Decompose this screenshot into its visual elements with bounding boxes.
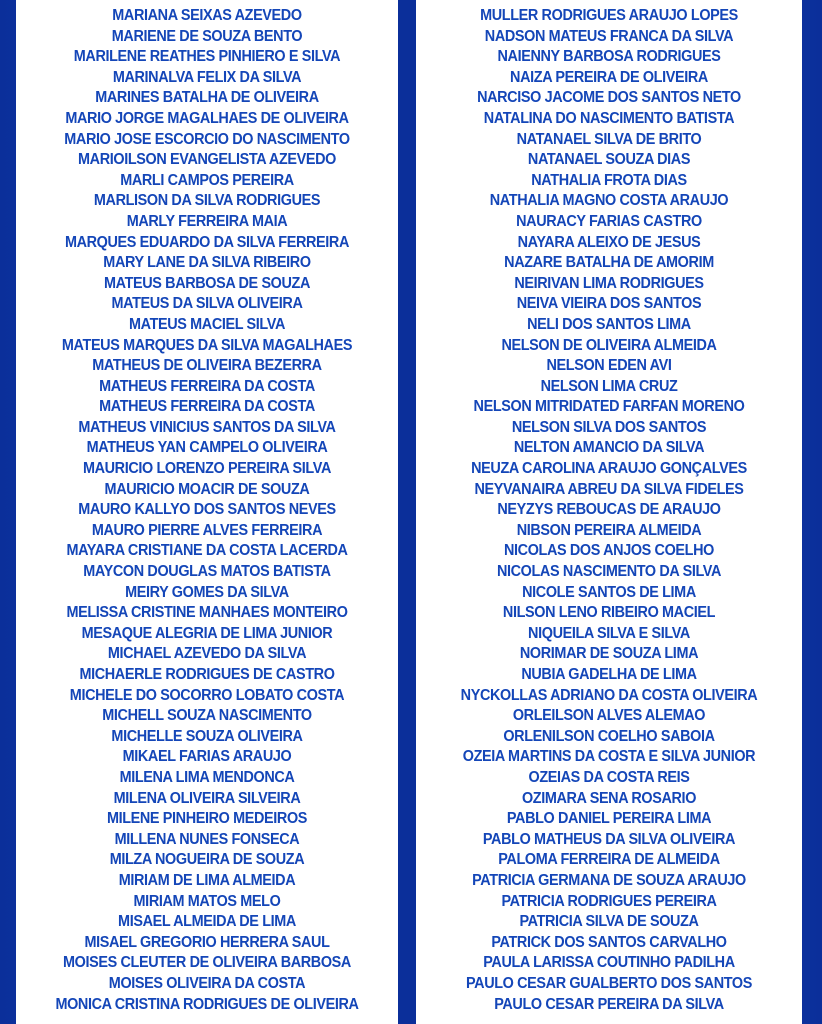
name-entry: NAYARA ALEIXO DE JESUS [517, 233, 701, 251]
name-entry: NEIRIVAN LIMA RODRIGUES [514, 274, 704, 292]
name-entry: NIQUEILA SILVA E SILVA [528, 624, 690, 642]
name-entry: MEIRY GOMES DA SILVA [125, 583, 289, 601]
name-entry: NEUZA CAROLINA ARAUJO GONÇALVES [471, 460, 747, 478]
name-entry: MILENE PINHEIRO MEDEIROS [106, 810, 308, 828]
name-entry: MOISES OLIVEIRA DA COSTA [108, 974, 306, 992]
name-entry: MARLY FERREIRA MAIA [126, 212, 288, 230]
name-entry: MICHELE DO SOCORRO LOBATO COSTA [69, 686, 345, 704]
name-entry: NATHALIA MAGNO COSTA ARAUJO [489, 192, 729, 210]
name-entry: NATANAEL SOUZA DIAS [527, 151, 691, 169]
name-entry: MATHEUS FERREIRA DA COSTA [99, 377, 315, 395]
name-entry: NELSON LIMA CRUZ [540, 377, 678, 395]
name-entry: OZEIAS DA COSTA REIS [528, 768, 690, 786]
name-entry: MATHEUS DE OLIVEIRA BEZERRA [92, 357, 322, 375]
name-entry: PALOMA FERREIRA DE ALMEIDA [498, 851, 720, 869]
name-entry: MILZA NOGUEIRA DE SOUZA [109, 851, 305, 869]
name-entry: NYCKOLLAS ADRIANO DA COSTA OLIVEIRA [460, 686, 758, 704]
name-entry: NELSON MITRIDATED FARFAN MORENO [473, 398, 745, 416]
name-entry: NAIENNY BARBOSA RODRIGUES [497, 48, 721, 66]
name-entry: NELTON AMANCIO DA SILVA [513, 439, 705, 457]
name-entry: MILENA LIMA MENDONCA [119, 768, 295, 786]
name-entry: MAURICIO MOACIR DE SOUZA [104, 480, 310, 498]
name-entry: MARIOILSON EVANGELISTA AZEVEDO [78, 151, 336, 169]
name-entry: MICHAERLE RODRIGUES DE CASTRO [79, 666, 335, 683]
name-entry: NARCISO JACOME DOS SANTOS NETO [477, 89, 741, 107]
name-entry: NATALINA DO NASCIMENTO BATISTA [483, 109, 735, 127]
name-entry: MARIO JORGE MAGALHAES DE OLIVEIRA [65, 109, 349, 127]
name-entry: MATEUS BARBOSA DE SOUZA [103, 274, 311, 292]
name-entry: PABLO DANIEL PEREIRA LIMA [506, 810, 712, 828]
name-entry: MICHELL SOUZA NASCIMENTO [102, 707, 312, 725]
name-entry: NEYVANAIRA ABREU DA SILVA FIDELES [474, 480, 744, 498]
name-entry: MARQUES EDUARDO DA SILVA FERREIRA [64, 233, 350, 251]
name-entry: NILSON LENO RIBEIRO MACIEL [502, 604, 716, 622]
name-entry: MARIANA SEIXAS AZEVEDO [112, 7, 302, 24]
name-entry: MATHEUS YAN CAMPELO OLIVEIRA [86, 439, 328, 457]
name-entry: MESAQUE ALEGRIA DE LIMA JUNIOR [81, 624, 333, 642]
name-entry: OZEIA MARTINS DA COSTA E SILVA JUNIOR [462, 748, 756, 766]
name-entry: MIRIAM DE LIMA ALMEIDA [118, 871, 296, 889]
name-entry: PAULA LARISSA COUTINHO PADILHA [483, 954, 735, 972]
name-entry: NICOLE SANTOS DE LIMA [522, 583, 696, 601]
name-entry: NICOLAS DOS ANJOS COELHO [503, 542, 714, 560]
name-entry: NICOLAS NASCIMENTO DA SILVA [496, 563, 722, 581]
name-entry: MARINALVA FELIX DA SILVA [112, 68, 302, 86]
name-entry: NAZARE BATALHA DE AMORIM [504, 254, 714, 272]
name-entry: MONICA CRISTINA RODRIGUES DE OLIVEIRA [55, 995, 359, 1013]
name-entry: MICHELLE SOUZA OLIVEIRA [111, 727, 303, 745]
name-entry: MAYARA CRISTIANE DA COSTA LACERDA [66, 542, 348, 560]
name-entry: NIBSON PEREIRA ALMEIDA [516, 521, 702, 539]
name-entry: NELI DOS SANTOS LIMA [527, 315, 691, 333]
name-entry: MIKAEL FARIAS ARAUJO [122, 748, 292, 766]
name-entry: PATRICIA RODRIGUES PEREIRA [501, 892, 717, 910]
name-entry: PATRICIA SILVA DE SOUZA [519, 913, 699, 931]
name-entry: NAURACY FARIAS CASTRO [516, 212, 702, 230]
name-entry: MILENA OLIVEIRA SILVEIRA [113, 789, 301, 807]
name-entry: MAYCON DOUGLAS MATOS BATISTA [83, 563, 331, 581]
name-entry: MULLER RODRIGUES ARAUJO LOPES [480, 7, 738, 24]
name-entry: MAURO KALLYO DOS SANTOS NEVES [78, 501, 336, 519]
column-divider [398, 0, 416, 1024]
name-entry: PABLO MATHEUS DA SILVA OLIVEIRA [482, 830, 736, 848]
name-entry: NELSON SILVA DOS SANTOS [511, 418, 707, 436]
name-entry: MILLENA NUNES FONSECA [114, 830, 300, 848]
name-entry: MATEUS DA SILVA OLIVEIRA [111, 295, 303, 313]
name-entry: MARIO JOSE ESCORCIO DO NASCIMENTO [64, 130, 350, 148]
name-entry: MATHEUS VINICIUS SANTOS DA SILVA [78, 418, 336, 436]
name-entry: MELISSA CRISTINE MANHAES MONTEIRO [66, 604, 348, 622]
left-name-panel [16, 0, 398, 1024]
left-name-list [16, 6, 398, 1015]
name-entry: MISAEL GREGORIO HERRERA SAUL [84, 933, 330, 951]
name-entry: MARINES BATALHA DE OLIVEIRA [95, 89, 319, 107]
name-entry: MARIENE DE SOUZA BENTO [111, 27, 303, 45]
name-entry: PAULO CESAR PEREIRA DA SILVA [494, 995, 724, 1013]
name-entry: MIRIAM MATOS MELO [133, 892, 281, 910]
name-entry: PATRICK DOS SANTOS CARVALHO [491, 933, 727, 951]
name-entry: MICHAEL AZEVEDO DA SILVA [107, 645, 307, 663]
name-entry: NUBIA GADELHA DE LIMA [521, 666, 697, 683]
name-entry: MATEUS MARQUES DA SILVA MAGALHAES [61, 336, 353, 354]
name-entry: NEYZYS REBOUCAS DE ARAUJO [497, 501, 721, 519]
name-entry: NORIMAR DE SOUZA LIMA [519, 645, 699, 663]
name-entry: NELSON DE OLIVEIRA ALMEIDA [501, 336, 717, 354]
name-entry: MISAEL ALMEIDA DE LIMA [118, 913, 296, 931]
name-entry: NEIVA VIEIRA DOS SANTOS [516, 295, 702, 313]
name-entry: MARY LANE DA SILVA RIBEIRO [103, 254, 311, 272]
right-name-panel [416, 0, 802, 1024]
name-entry: MARLI CAMPOS PEREIRA [120, 171, 294, 189]
name-entry: MAURICIO LORENZO PEREIRA SILVA [82, 460, 332, 478]
name-entry: NATANAEL SILVA DE BRITO [516, 130, 702, 148]
name-entry: ORLENILSON COELHO SABOIA [503, 727, 715, 745]
name-entry: MARLISON DA SILVA RODRIGUES [93, 192, 321, 210]
name-entry: MOISES CLEUTER DE OLIVEIRA BARBOSA [63, 954, 351, 972]
name-entry: MATEUS MACIEL SILVA [128, 315, 286, 333]
right-name-list [416, 6, 802, 1015]
name-entry: MARILENE REATHES PINHIERO E SILVA [73, 48, 341, 66]
name-entry: OZIMARA SENA ROSARIO [521, 789, 697, 807]
name-entry: MAURO PIERRE ALVES FERREIRA [91, 521, 323, 539]
name-entry: NAIZA PEREIRA DE OLIVEIRA [510, 68, 708, 86]
name-entry: PATRICIA GERMANA DE SOUZA ARAUJO [472, 871, 746, 889]
name-entry: ORLEILSON ALVES ALEMAO [512, 707, 706, 725]
name-entry: NELSON EDEN AVI [546, 357, 672, 375]
name-entry: MATHEUS FERREIRA DA COSTA [99, 398, 315, 416]
name-entry: NATHALIA FROTA DIAS [531, 171, 687, 189]
name-entry: NADSON MATEUS FRANCA DA SILVA [484, 27, 734, 45]
name-entry: PAULO CESAR GUALBERTO DOS SANTOS [465, 974, 753, 992]
